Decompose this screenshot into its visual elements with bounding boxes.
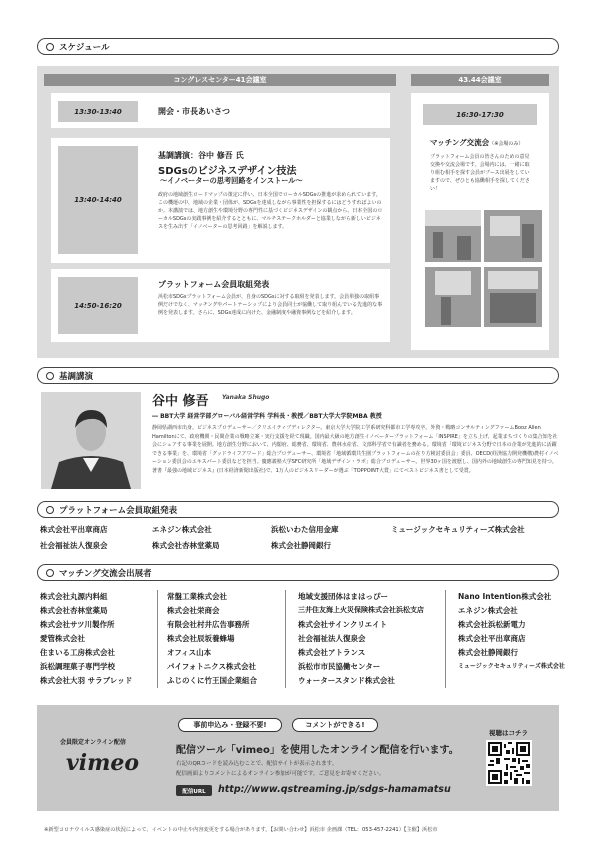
exhibitor-company: 愛管株式会社 — [40, 634, 85, 643]
qr-code[interactable] — [486, 740, 532, 786]
time-slot: 13:40-14:40 — [58, 146, 138, 254]
time-slot: 13:30-13:40 — [58, 101, 138, 122]
column-divider — [445, 590, 446, 688]
online-note-2: 配信画面よりコメントによるオンライン参加が可能です。ご意見をお寄せください。 — [176, 771, 385, 777]
photo-booth-4 — [484, 267, 542, 327]
item-subtitle: ～イノベーターの思考回路をインストール～ — [160, 176, 303, 185]
item-headline: SDGsのビジネスデザイン技法 — [158, 166, 297, 177]
presenter-company: エネジン株式会社 — [152, 525, 212, 534]
room-left-header: コングレスセンター41会議室 — [44, 74, 396, 86]
exhibitor-company: パイフォトニクス株式会社 — [167, 662, 257, 671]
circle-icon — [46, 372, 54, 380]
photo-booth-3 — [425, 267, 481, 327]
exhibitor-company: 株式会社辰坂養蜂場 — [167, 634, 235, 643]
item-title: 開会・市長あいさつ — [158, 107, 230, 116]
keynote-heading: 基調講演 — [37, 367, 559, 384]
item-title: プラットフォーム会員取組発表 — [158, 280, 270, 289]
exhibitor-company: ふじのくに竹王国企業組合 — [167, 676, 257, 685]
exhibitor-company: 住まいる工房株式会社 — [40, 648, 115, 657]
exhibitor-company: 地域支援団体はまはっぴー — [298, 592, 388, 601]
item-body: 政府の地域創生ロードマップの策定に伴い、日本全国でローカルSDGsの推進が求められています。この機運の中、地域の企業・団体が、SDGsを達成しながら事業性を担保するにはどうすればよいのか。本講演では、地方創生や環境分野の専門性に基づくビジネスデザインの観点から、日本全国のローカルSDGsの実践事例を紹介するとともに、マルチステークホルダーと協業しながら新しいビジネスを生み出す「イノベーターの思考回路」を解説します。 — [158, 192, 383, 230]
exhibitors-heading: マッチング交流会出展者 — [37, 564, 559, 581]
exhibitor-company: 社会福祉法人復泉会 — [298, 634, 366, 643]
presenter-company: 浜松いわた信用金庫 — [271, 525, 339, 534]
exhibitor-company: 株式会社アトランス — [298, 648, 366, 657]
presenter-company: 株式会社杏林堂薬局 — [152, 541, 220, 550]
exhibitor-company: ウォータースタンド株式会社 — [298, 676, 395, 685]
exhibitor-company: オフィス山本 — [167, 648, 212, 657]
vimeo-logo: vimeo — [66, 750, 140, 776]
exhibitor-company: Nano Intention株式会社 — [458, 592, 552, 601]
exhibitor-company: 株式会社サインクリエイト — [298, 620, 388, 629]
exhibitor-company: 浜松市市民協働センター — [298, 662, 381, 671]
presenter-company: 株式会社平出章商店 — [40, 525, 108, 534]
presenter-company: ミュージックセキュリティーズ株式会社 — [391, 525, 525, 534]
qr-code-icon — [488, 742, 530, 784]
exhibitor-company: エネジン株式会社 — [458, 606, 518, 615]
qr-label: 視聴はコチラ — [489, 729, 528, 737]
item-body: 浜松市SDGsプラットフォーム会員が、自身のSDGsに対する取組を発表します。会員単独の取組事例だけでなく、マッチングやパートナーシップにより会員同士が協働して取り組んでいる先進的な事例を発表します。さらに、SDGs達成に向けた、金融制度や融資事例などを紹介します。 — [158, 294, 383, 316]
column-divider — [157, 590, 158, 688]
stream-url-link[interactable]: http://www.qstreaming.jp/sdgs-hamamatsu — [218, 784, 451, 795]
photo-booth-2 — [484, 210, 542, 262]
presenters-heading: プラットフォーム会員取組発表 — [37, 501, 559, 518]
photo-booth-1 — [425, 210, 481, 262]
item-title: マッチング交流会（※会場のみ） — [430, 138, 524, 147]
circle-icon — [46, 506, 54, 514]
time-slot: 14:50-16:20 — [58, 277, 138, 334]
online-headline: 配信ツール「vimeo」を使用したオンライン配信を行います。 — [176, 745, 459, 756]
speaker-name-roman: Yanaka Shugo — [222, 394, 270, 401]
exhibitor-company: ミュージックセキュリティーズ株式会社 — [458, 663, 565, 670]
item-title: 基調講演：谷中 修吾 氏 — [158, 151, 244, 160]
exhibitor-company: 株式会社杏林堂薬局 — [40, 606, 108, 615]
exhibitor-company: 株式会社丸源内料組 — [40, 592, 108, 601]
speaker-role: ― BBT大学 経営学部グローバル経営学科 学科長・教授／BBT大学大学院MBA 教授 — [152, 413, 382, 420]
exhibitor-company: 浜松調理菓子専門学校 — [40, 662, 115, 671]
comment-badge: コメントができる! — [292, 718, 378, 732]
speaker-name: 谷中 修吾 — [152, 394, 209, 409]
room-right-header: 43.44会議室 — [411, 74, 549, 86]
speaker-photo — [41, 392, 141, 489]
time-slot: 16:30-17:30 — [423, 104, 537, 125]
presenter-company: 社会福祉法人復泉会 — [40, 541, 108, 550]
exhibitor-company: 株式会社大羽 サラブレッド — [40, 676, 133, 685]
speaker-bio: 静岡県湖西市出身。ビジネスプロデューサー／クリエイティブディレクター。東京大学大学院工学系研究科都市工学専攻卒。外資・戦略コンサルティングファームBooz Allen Hamiltonにて、政府機関・民間企業の戦略立案・実行支援を経て現職。国内最大級の地方創生イノベータープラットフォーム「INSPIRE」を立ち上げ、起業まちづくりの集合知を社会にシェアする事業を展開。地方創生分野において、内閣府、総務省、環境省、農林水産省、文部科学省で有識者を務める。環境省「環境ビジネス分野で日本の企業が先進的に活躍できる事業」を、環境省「グッドライフアワード」総合プロデューサー、環境省「地域循環共生圏プラットフォームの在り方検討委員会」委員、OECD(経済協力開発機構)農村イノベーション委員会のエキスパート委員などを担当。慶應義塾大学SFC研究所「地域デザイン・ラボ」総合プロデューサー。世界30ヶ国を渡歴し、国内外の地域創生の専門知見を持つ。著書『最強の地域ビジネス』(日本経済新聞出版社)で、1万人のビジネスリーダーが選ぶ「TOPPOINT大賞」にてベストビジネス書として受賞。 — [152, 425, 559, 474]
online-note-1: 右記のQRコードを読み込むことで、配信サイトが表示されます。 — [176, 761, 338, 767]
presenter-company: 株式会社静岡銀行 — [271, 541, 331, 550]
circle-icon — [46, 569, 54, 577]
exhibitor-company: 常盤工業株式会社 — [167, 592, 227, 601]
exhibitor-company: 株式会社サツ川製作所 — [40, 620, 115, 629]
exhibitor-company: 株式会社平出章商店 — [458, 634, 526, 643]
exhibitor-company: 三井住友海上火災保険株式会社浜松支店 — [298, 606, 424, 614]
schedule-heading: スケジュール — [37, 38, 559, 55]
exhibitor-company: 株式会社静岡銀行 — [458, 648, 518, 657]
exhibitor-company: 有限会社村井広告事務所 — [167, 620, 250, 629]
column-divider — [285, 590, 286, 688]
exhibitor-company: 株式会社栄商会 — [167, 606, 220, 615]
speaker-portrait-icon — [41, 392, 141, 489]
item-body: プラットフォーム会員の皆さんのための意見交換や交流会場です。会場内には、一緒に取り組む相手を探す会員がブース出展をしていますので、ぜひとも協働相手を探してください！ — [430, 154, 530, 192]
footer-note: ※新型コロナウイルス感染症の状況によって、イベントの中止や内容変更をする場合があります。【お問い合わせ】浜松市 企画課（TEL：053-457-2241）【主催】浜松市 — [44, 827, 438, 833]
no-registration-badge: 事前申込み・登録不要! — [178, 718, 282, 732]
circle-icon — [46, 43, 54, 51]
online-label: 会員限定オンライン配信 — [60, 739, 126, 746]
exhibitor-company: 株式会社浜松新電力 — [458, 620, 526, 629]
url-label: 配信URL — [176, 785, 212, 796]
